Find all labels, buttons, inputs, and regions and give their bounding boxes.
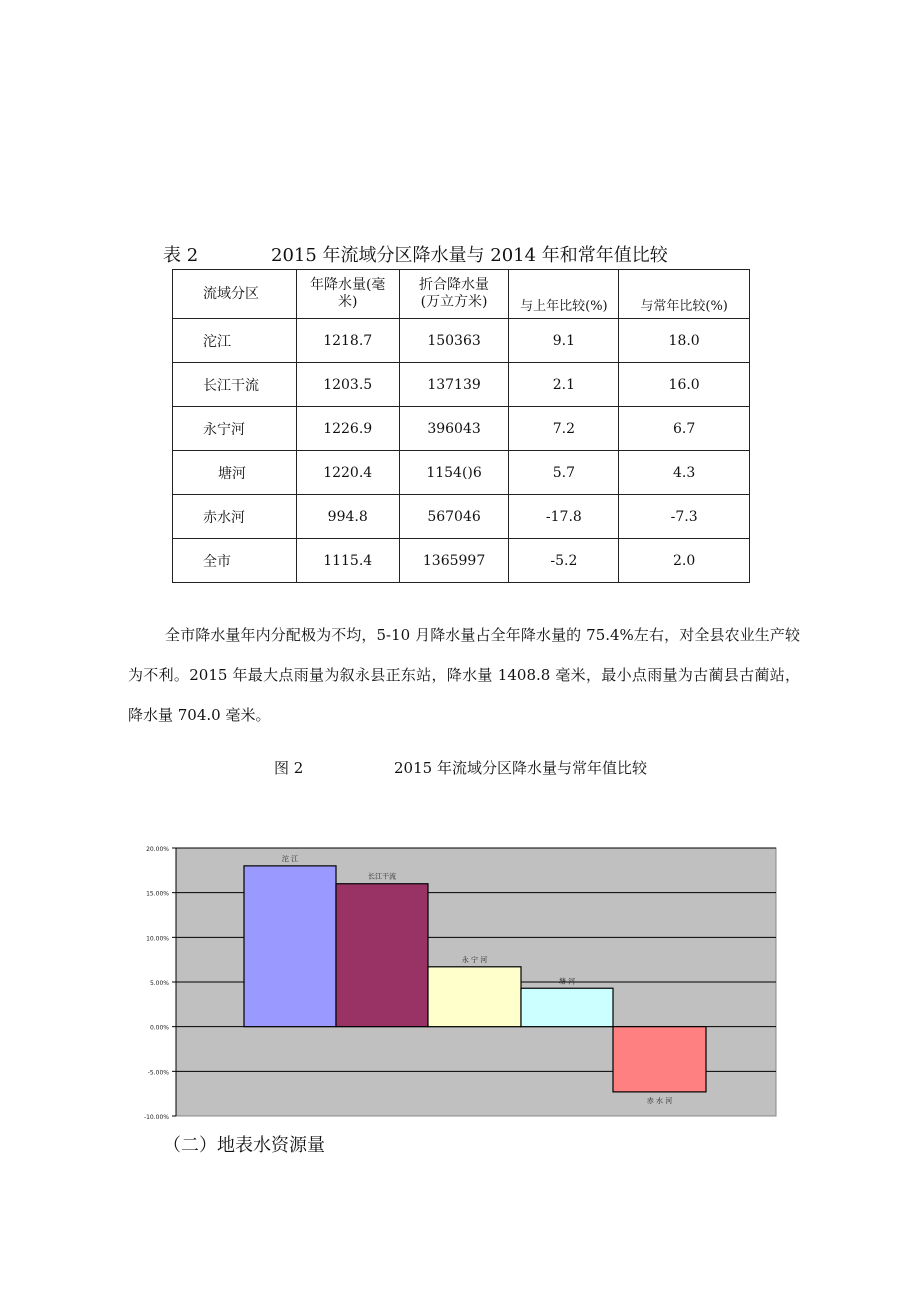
cell-annual-precip: 994.8 xyxy=(296,495,399,539)
section-heading: （二）地表水资源量 xyxy=(163,1135,325,1156)
cell-basin: 永宁河 xyxy=(173,407,297,451)
figure-caption xyxy=(274,757,694,779)
cell-converted-precip: 1154()6 xyxy=(399,451,509,495)
table-row xyxy=(173,495,750,539)
cell-vs-normal: -7.3 xyxy=(619,495,750,539)
bar-chart-svg xyxy=(136,838,780,1120)
figure-caption-title: 2015 年流域分区降水量与常年值比较 xyxy=(394,759,647,777)
table-row xyxy=(173,363,750,407)
cell-vs-last-year: 5.7 xyxy=(509,451,619,495)
table-header-row xyxy=(173,270,750,319)
cell-vs-normal: 18.0 xyxy=(619,319,750,363)
body-paragraph-text: 全市降水量年内分配极为不均，5-10 月降水量占全年降水量的 75.4%左右，对全县农业生产较为不利。2015 年最大点雨量为叙永县正东站，降水量 1408.8 毫米，最小点雨量为古蔺县古蔺站，降水量 704.0 毫米。 xyxy=(128,626,800,724)
cell-vs-last-year: -17.8 xyxy=(509,495,619,539)
body-paragraph xyxy=(128,615,800,735)
cell-annual-precip: 1115.4 xyxy=(296,539,399,583)
cell-converted-precip: 1365997 xyxy=(399,539,509,583)
bar xyxy=(521,988,613,1026)
y-tick-label: 5.00% xyxy=(149,980,169,987)
cell-vs-normal: 16.0 xyxy=(619,363,750,407)
table-caption-number: 表 2 xyxy=(163,245,199,266)
table-caption-title: 2015 年流域分区降水量与 2014 年和常年值比较 xyxy=(271,245,668,266)
y-tick-label: 15.00% xyxy=(146,890,169,898)
cell-annual-precip: 1203.5 xyxy=(296,363,399,407)
header-converted-precip: 折合降水量(万立方米) xyxy=(399,270,509,319)
cell-annual-precip: 1218.7 xyxy=(296,319,399,363)
table-row xyxy=(173,319,750,363)
cell-vs-last-year: -5.2 xyxy=(509,539,619,583)
bar xyxy=(336,884,428,1027)
cell-basin: 赤水河 xyxy=(173,495,297,539)
header-vs-last-year: 与上年比较(%) xyxy=(509,270,619,319)
header-basin: 流域分区 xyxy=(173,270,297,319)
cell-annual-precip: 1226.9 xyxy=(296,407,399,451)
y-tick-label: -10.00% xyxy=(143,1114,169,1120)
cell-basin: 长江干流 xyxy=(173,363,297,407)
cell-converted-precip: 137139 xyxy=(399,363,509,407)
cell-basin: 塘河 xyxy=(173,451,297,495)
table-row xyxy=(173,539,750,583)
cell-vs-normal: 4.3 xyxy=(619,451,750,495)
cell-converted-precip: 567046 xyxy=(399,495,509,539)
cell-converted-precip: 396043 xyxy=(399,407,509,451)
bar-chart xyxy=(136,838,780,1120)
header-annual-precip: 年降水量(毫米) xyxy=(296,270,399,319)
y-tick-label: 10.00% xyxy=(146,935,169,943)
figure-caption-number: 图 2 xyxy=(274,759,304,777)
bar-category-label: 长江干流 xyxy=(368,872,396,881)
cell-vs-normal: 6.7 xyxy=(619,407,750,451)
cell-basin: 全市 xyxy=(173,539,297,583)
table-caption xyxy=(163,244,783,268)
cell-basin: 沱江 xyxy=(173,319,297,363)
y-tick-label: -5.00% xyxy=(147,1069,169,1077)
bar-category-label: 永 宁 河 xyxy=(461,955,488,964)
table-row xyxy=(173,407,750,451)
cell-vs-last-year: 7.2 xyxy=(509,407,619,451)
bar xyxy=(244,866,336,1027)
y-tick-label: 20.00% xyxy=(146,846,169,853)
cell-converted-precip: 150363 xyxy=(399,319,509,363)
bar-category-label: 赤 水 河 xyxy=(646,1096,673,1105)
bar-category-label: 沱 江 xyxy=(281,854,299,863)
y-tick-label: 0.00% xyxy=(149,1024,169,1032)
bar xyxy=(613,1027,706,1092)
header-vs-normal: 与常年比较(%) xyxy=(619,270,750,319)
bar-category-label: 塘 河 xyxy=(558,977,576,986)
precipitation-table xyxy=(172,269,750,583)
cell-vs-last-year: 2.1 xyxy=(509,363,619,407)
bar xyxy=(428,967,521,1027)
cell-annual-precip: 1220.4 xyxy=(296,451,399,495)
cell-vs-normal: 2.0 xyxy=(619,539,750,583)
table-row xyxy=(173,451,750,495)
cell-vs-last-year: 9.1 xyxy=(509,319,619,363)
